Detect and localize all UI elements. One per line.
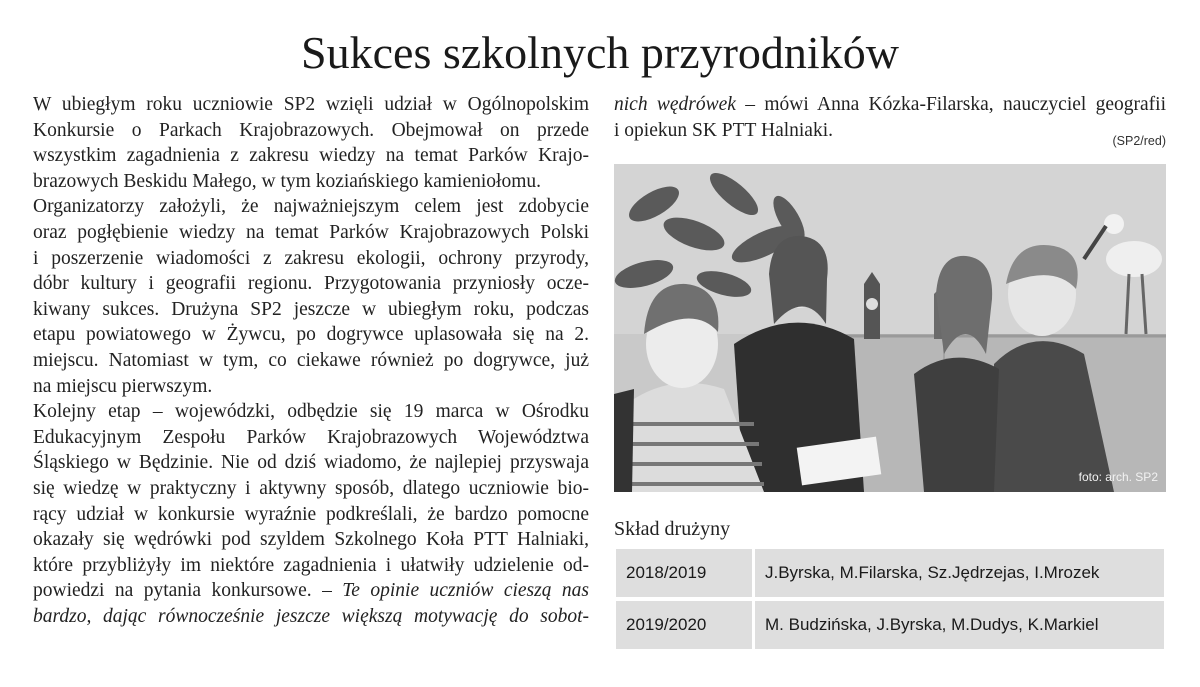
article-line: które przybliżyły im niektóre zagadnienia i ułatwiły udzielenie od- [33, 554, 589, 576]
team-members: M. Budzińska, J.Byrska, M.Dudys, K.Markiel [755, 597, 1164, 649]
article-line [614, 92, 1166, 118]
article-line: W ubiegłym roku uczniowie SP2 wzięli udział w Ogólnopolskim [33, 94, 589, 115]
article-line: oraz pogłębienie wiedzy na temat Parków Krajobrazowych Polski [33, 221, 589, 243]
article-line: kiwany sukces. Drużyna SP2 jeszcze w ubiegłym roku, podczas [33, 298, 589, 320]
article-left-column [33, 92, 589, 629]
headline: Sukces szkolnych przyrodników [301, 27, 899, 78]
article-line: Śląskiego w Będzinie. Nie od dziś wiadomo, że najlepiej przyswaja [33, 452, 589, 474]
article-line: się wiedzę w praktyczny i aktywny sposób, dlatego uczniowie bio- [33, 477, 589, 499]
table-row [616, 549, 1164, 597]
team-table [616, 549, 1164, 649]
article-line: Organizatorzy założyli, że najważniejszym celem jest zdobycie [33, 196, 589, 218]
article-line-text: powiedzi na pytania konkursowe. – [33, 580, 332, 602]
article-line: dóbr kultury i geografii regionu. Przygotowania przyniosły ocze- [33, 273, 589, 295]
article-line: Konkursie o Parkach Krajobrazowych. Obejmował on przede [33, 119, 589, 141]
article-line: na miejscu pierwszym. [33, 375, 213, 397]
team-photo [614, 164, 1166, 492]
article-line: rący udział w konkursie wyraźnie podkreślali, że bardzo pomocne [33, 503, 589, 525]
article-line: wszystkim zagadnienia z zakresu wiedzy na temat Parków Krajo- [33, 145, 589, 167]
article-line: brazowych Beskidu Małego, w tym koziańskiego kamieniołomu. [33, 170, 541, 192]
article-line: Edukacyjnym Zespołu Parków Krajobrazowych Województwa [33, 426, 589, 448]
article-line: i poszerzenie wiadomości z zakresu ekologii, ochrony przyrody, [33, 247, 589, 269]
quote-end: nich wędrówek [614, 94, 736, 115]
article-line: etapu powiatowego w Żywcu, po dogrywce uplasowała się na 2. [33, 324, 589, 346]
team-photo-image [614, 164, 1166, 492]
attribution-line: i opiekun SK PTT Halniaki. [614, 119, 834, 141]
team-members: J.Byrska, M.Filarska, Sz.Jędrzejas, I.Mrozek [755, 549, 1164, 597]
article-line: Kolejny etap – wojewódzki, odbędzie się 19 marca w Ośrodku [33, 401, 589, 423]
article-line: miejscu. Natomiast w tym, co ciekawe również po dogrywce, już [33, 349, 589, 371]
photo-credit: foto: arch. SP2 [1078, 470, 1158, 484]
source-credit: (SP2/red) [1112, 134, 1166, 149]
team-year: 2018/2019 [616, 549, 755, 597]
quote-start: Te opinie uczniów cieszą nas [342, 580, 589, 602]
team-year: 2019/2020 [616, 597, 755, 649]
article-line [33, 578, 589, 604]
team-table-title: Skład drużyny [614, 518, 731, 540]
quote-line: bardzo, dając równocześnie jeszcze większą motywację do sobot- [33, 605, 589, 627]
table-row [616, 597, 1164, 649]
article-line: okazały się wędrówki pod szyldem Szkolnego Koła PTT Halniaki, [33, 529, 589, 551]
attribution: – mówi Anna Kózka-Filarska, nauczyciel geografii [735, 94, 1167, 115]
article-right-column [614, 92, 1166, 157]
